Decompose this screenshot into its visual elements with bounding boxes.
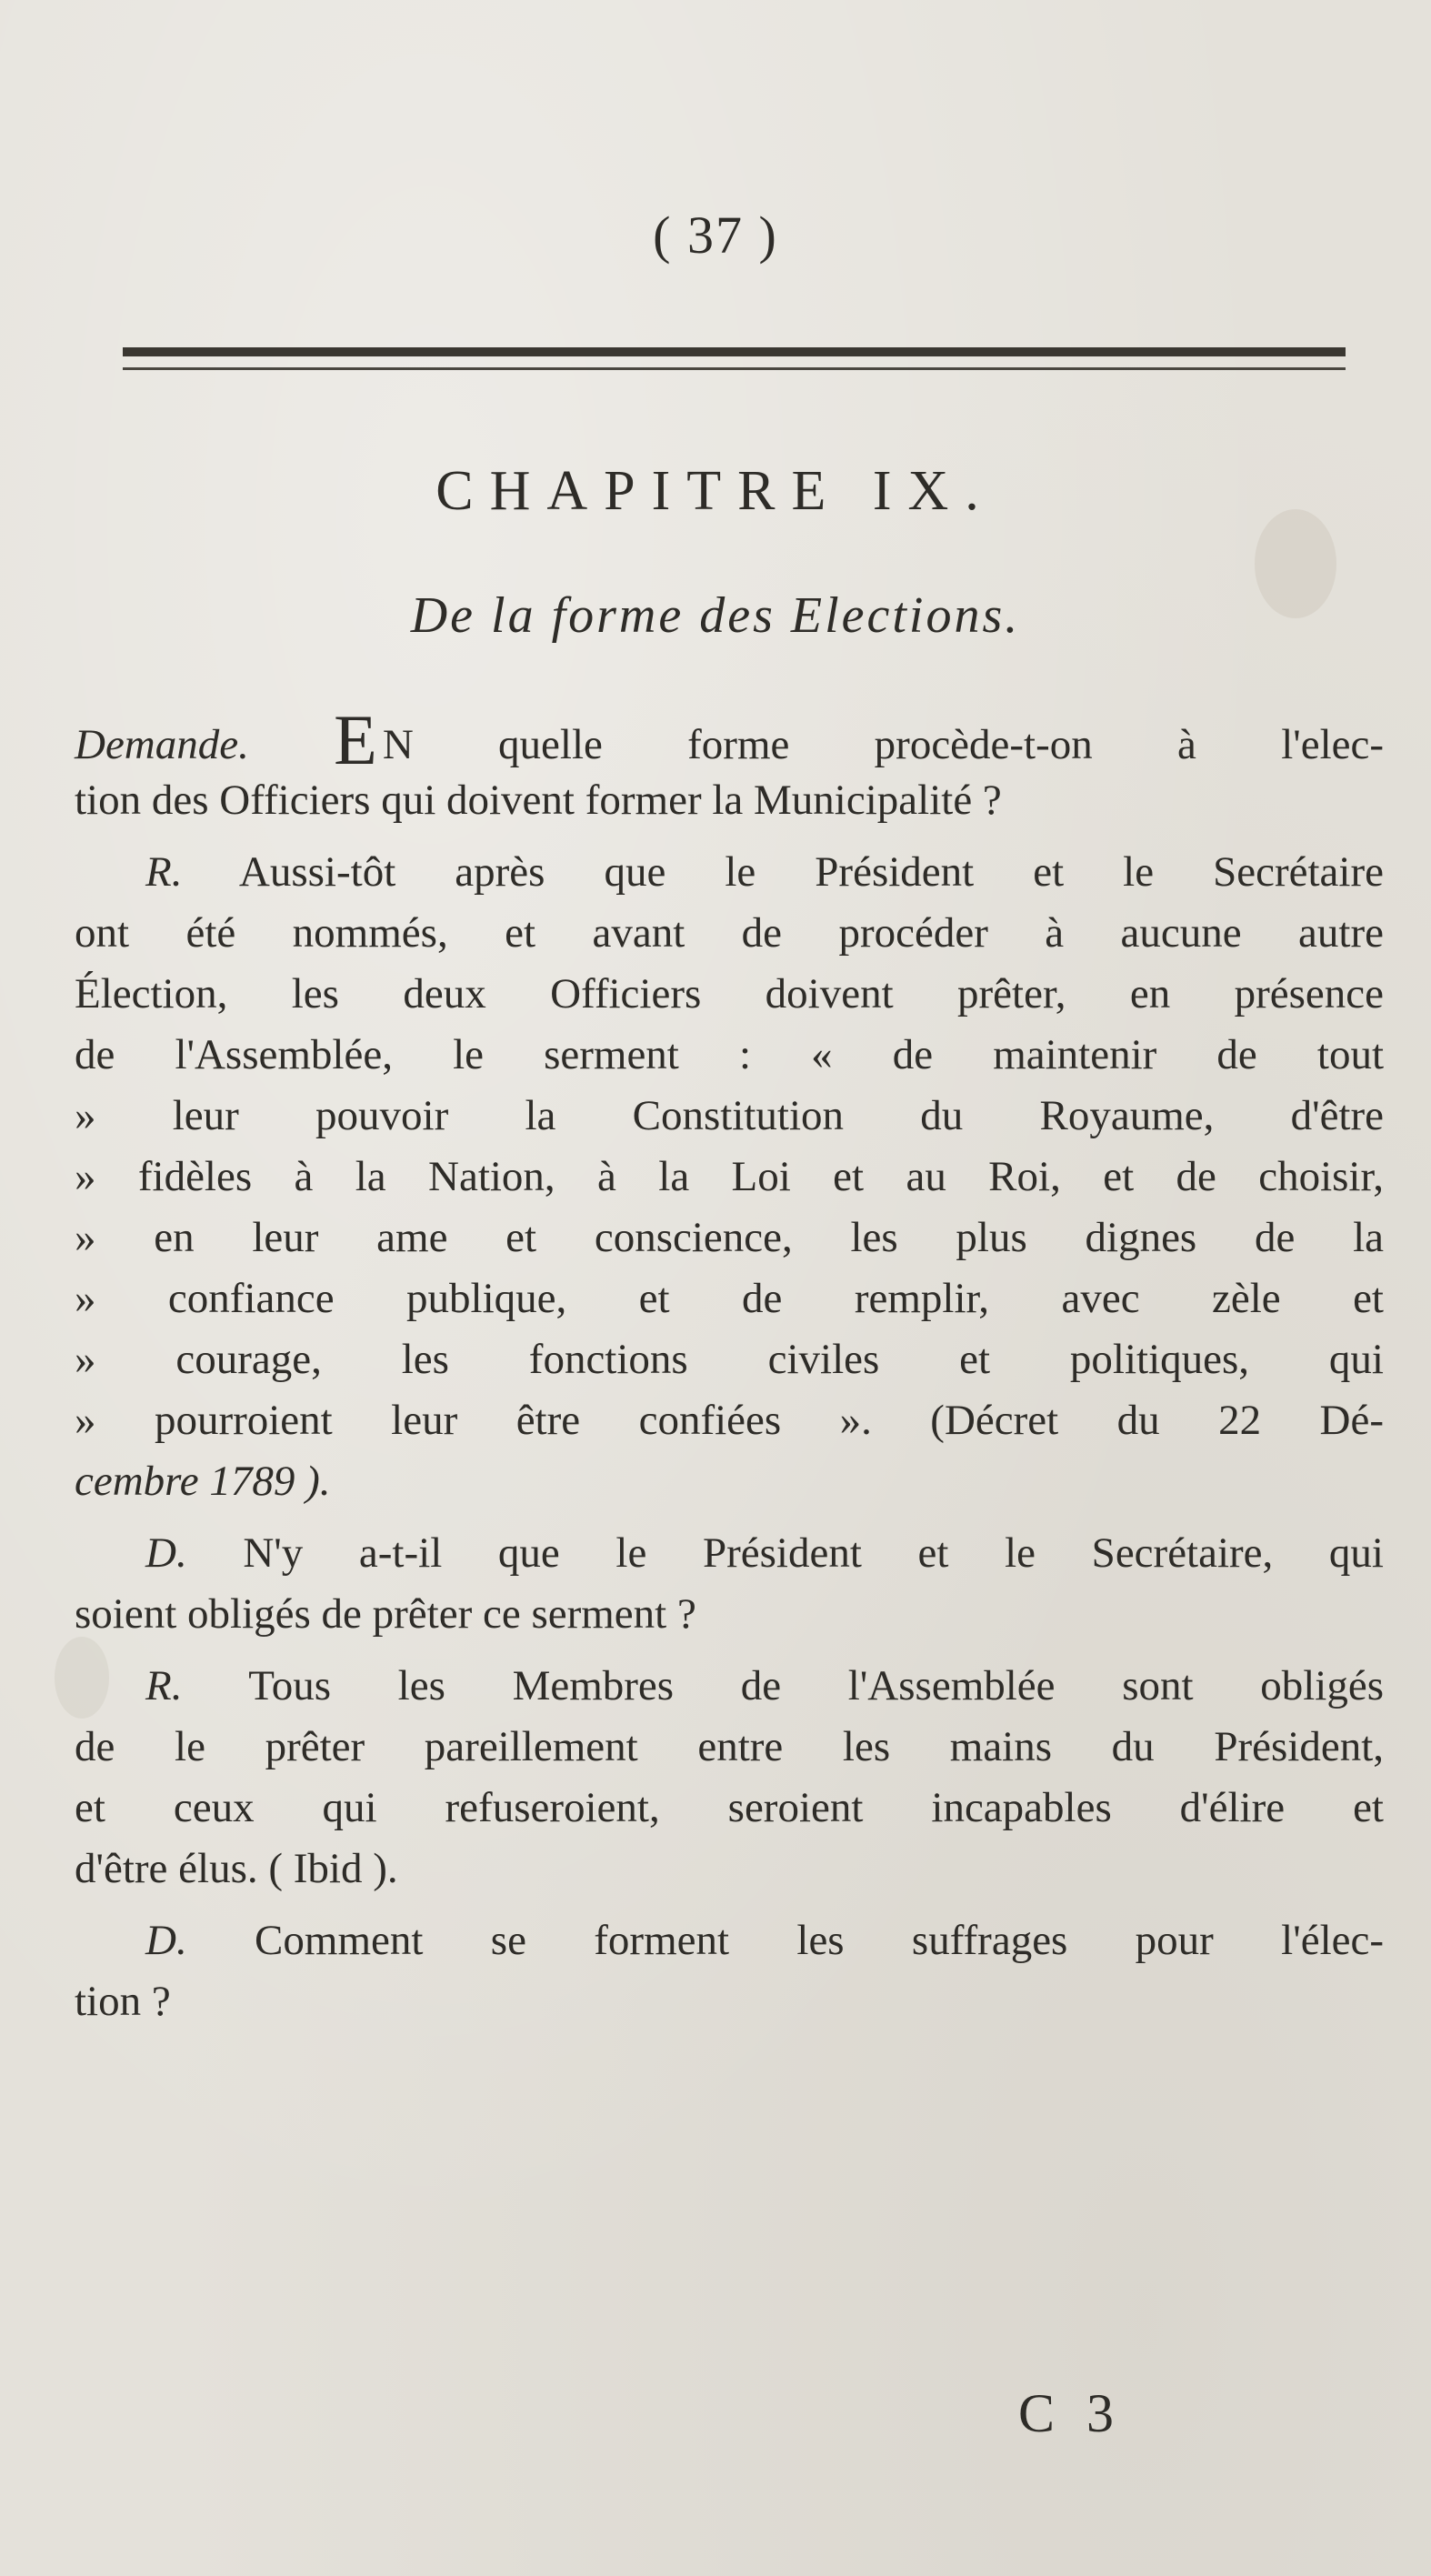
text-line: D. Comment se forment les suffrages pour l'élec- [145,1917,1384,1964]
speaker-label: R. [145,1662,183,1709]
signature-mark: C 3 [1018,2383,1124,2443]
body-text [75,700,1385,2032]
text-line: » confiance publique, et de remplir, avec zèle et [75,1275,1384,1322]
text-line: Élection, les deux Officiers doivent prêter, en présence [75,970,1384,1017]
paragraph-question-2 [75,1523,1384,1645]
text-line: D. N'y a-t-il que le Président et le Secrétaire, qui [145,1529,1384,1577]
paragraph-question-3 [75,1910,1384,2032]
header-rule-thin [123,367,1346,370]
text-line: de le prêter pareillement entre les mains du Président, [75,1723,1384,1770]
paragraph-answer-1 [75,842,1384,1512]
header-rule-thick [123,347,1346,356]
text-line: » en leur ame et conscience, les plus dignes de la [75,1214,1384,1261]
text-line: ont été nommés, et avant de procéder à aucune autre [75,909,1384,957]
text-line: » leur pouvoir la Constitution du Royaume, d'être [75,1092,1384,1139]
text-line: tion des Officiers qui doivent former la Municipalité ? [75,777,1002,824]
page-number: ( 37 ) [653,205,778,265]
text-line: cembre 1789 ). [75,1458,331,1505]
paragraph-question-1 [75,700,1385,831]
drop-cap: E [334,700,377,779]
speaker-label: D. [145,1529,187,1577]
text-line: » fidèles à la Nation, à la Loi et au Roi, et de choisir, [75,1153,1384,1200]
speaker-label: Demande. [75,721,249,768]
text-line: R. Tous les Membres de l'Assemblée sont obligés [145,1662,1384,1709]
text-line: et ceux qui refuseroient, seroient incapables d'élire et [75,1784,1384,1831]
text-line: R. Aussi-tôt après que le Président et le Secrétaire [145,848,1384,896]
text-line: » pourroient leur être confiées ». (Décret du 22 Dé- [75,1397,1384,1444]
paragraph-answer-2 [75,1656,1384,1899]
speaker-label: R. [145,848,183,896]
chapter-title: CHAPITRE IX. [435,460,996,522]
speaker-label: D. [145,1917,187,1964]
section-title: De la forme des Elections. [410,587,1021,644]
text-line: soient obligés de prêter ce serment ? [75,1590,696,1638]
text-line: » courage, les fonctions civiles et politiques, qui [75,1336,1384,1383]
text-line: Demande. E N quelle forme procède-t-on à l'elec- [75,700,1385,779]
text-line: tion ? [75,1978,171,2025]
text-line: de l'Assemblée, le serment : « de maintenir de tout [75,1031,1384,1078]
text-line: d'être élus. ( Ibid ). [75,1845,398,1892]
